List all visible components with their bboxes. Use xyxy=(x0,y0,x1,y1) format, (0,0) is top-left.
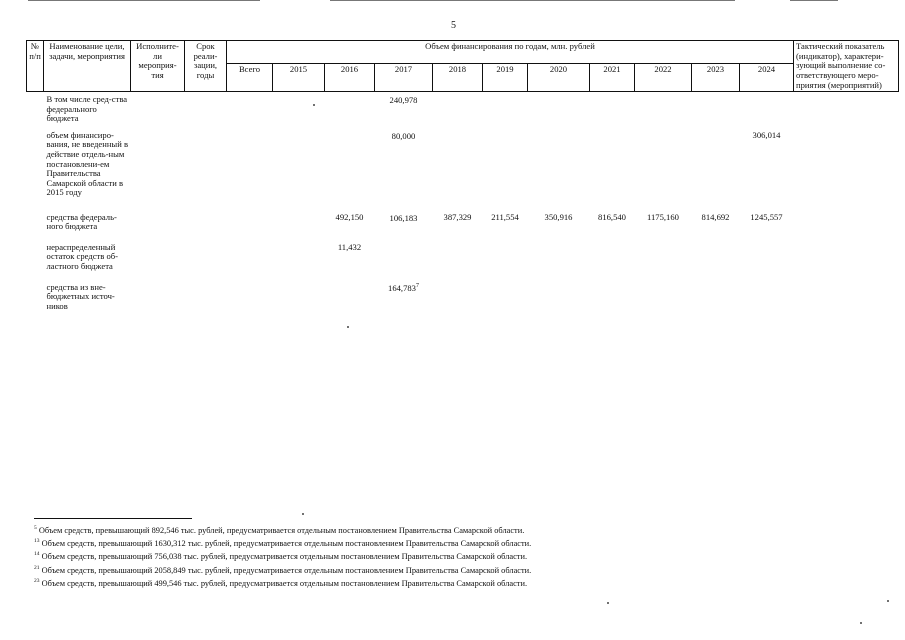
cell-total xyxy=(227,280,273,316)
cell-value: 814,692 xyxy=(701,211,730,222)
cell-y2015 xyxy=(273,128,325,210)
cell-y2017 xyxy=(375,240,433,280)
header-year-2020: 2020 xyxy=(528,64,590,92)
cell-y2021 xyxy=(590,92,635,128)
footnote-ref: 7 xyxy=(415,282,419,289)
cell-total xyxy=(227,92,273,128)
footnote-text: Объем средств, превышающий 892,546 тыс. рублей, предусматривается отдельным постановлением Правительства Самарской области. xyxy=(38,525,525,535)
header-year-2019: 2019 xyxy=(483,64,528,92)
cell-y2018 xyxy=(433,240,483,280)
footnote-mark: 23 xyxy=(34,577,40,584)
row-executor xyxy=(131,240,185,280)
row-indicator xyxy=(794,210,899,240)
cell-y2017 xyxy=(375,92,433,128)
row-num xyxy=(27,240,44,280)
cell-y2016 xyxy=(325,128,375,210)
cell-total xyxy=(227,240,273,280)
cell-y2015 xyxy=(273,240,325,280)
row-term xyxy=(185,240,227,280)
footnote-mark: 21 xyxy=(34,564,40,571)
footnote-mark: 14 xyxy=(34,551,40,558)
row-executor xyxy=(131,210,185,240)
cell-y2021 xyxy=(590,210,635,240)
cell-y2016 xyxy=(325,280,375,316)
cell-y2015 xyxy=(273,92,325,128)
header-year-2015: 2015 xyxy=(273,64,325,92)
scan-speck xyxy=(313,104,315,106)
cell-y2024 xyxy=(740,210,794,240)
row-term xyxy=(185,92,227,128)
cell-y2015 xyxy=(273,210,325,240)
row-num xyxy=(27,92,44,128)
cell-value: 1175,160 xyxy=(647,211,679,222)
header-funding-group: Объем финансирования по годам, млн. рублей xyxy=(227,41,794,64)
row-indicator xyxy=(794,92,899,128)
cell-y2018 xyxy=(433,210,483,240)
table-row xyxy=(27,240,899,280)
row-name: средства федераль-ного бюджета xyxy=(46,211,117,232)
cell-y2024 xyxy=(740,280,794,316)
cell-y2019 xyxy=(483,128,528,210)
cell-value: 816,540 xyxy=(598,211,626,222)
header-name: Наименование цели, задачи, мероприятия xyxy=(44,41,131,92)
table-row xyxy=(27,210,899,240)
table-row xyxy=(27,92,899,128)
header-year-2024: 2024 xyxy=(740,64,794,92)
cell-y2022 xyxy=(635,210,692,240)
row-executor xyxy=(131,92,185,128)
header-executor: Исполните-ли мероприя-тия xyxy=(131,41,185,92)
header-year-2021: 2021 xyxy=(590,64,635,92)
cell-y2018 xyxy=(433,280,483,316)
cell-y2019 xyxy=(483,210,528,240)
row-term xyxy=(185,128,227,210)
footnotes xyxy=(34,523,531,589)
budget-table xyxy=(26,40,899,316)
header-num: № п/п xyxy=(27,41,44,92)
row-term xyxy=(185,280,227,316)
row-term xyxy=(185,210,227,240)
cell-y2021 xyxy=(590,240,635,280)
row-indicator xyxy=(794,128,899,210)
row-name: объем финансиро-вания, не введенный в действие отдель-ным постановлени-ем Правительства Самарской области в 2015 году xyxy=(46,129,128,198)
cell-value: 387,329 xyxy=(443,211,472,222)
header-year-2016: 2016 xyxy=(325,64,375,92)
cell-y2021 xyxy=(590,280,635,316)
cell-y2016 xyxy=(325,240,375,280)
row-name: В том числе сред-ства федерального бюджета xyxy=(46,94,128,124)
cell-y2020 xyxy=(528,240,590,280)
row-indicator xyxy=(794,280,899,316)
top-scan-edge-left xyxy=(28,0,260,1)
footnote-mark: 13 xyxy=(34,538,40,545)
cell-y2016 xyxy=(325,92,375,128)
top-scan-edge-middle xyxy=(330,0,735,1)
footnote xyxy=(34,576,531,589)
footnote xyxy=(34,549,531,562)
cell-y2021 xyxy=(590,128,635,210)
cell-y2018 xyxy=(433,128,483,210)
cell-y2022 xyxy=(635,92,692,128)
cell-value: 211,554 xyxy=(491,211,519,222)
table-row xyxy=(27,128,899,210)
cell-y2019 xyxy=(483,240,528,280)
row-num xyxy=(27,280,44,316)
cell-y2022 xyxy=(635,280,692,316)
page-number: 5 xyxy=(451,20,456,31)
cell-y2018 xyxy=(433,92,483,128)
cell-y2022 xyxy=(635,240,692,280)
cell-value: 1245,557 xyxy=(750,211,783,222)
row-num xyxy=(27,210,44,240)
scan-speck xyxy=(347,326,349,328)
cell-value: 164,783 xyxy=(388,282,416,293)
cell-y2017 xyxy=(375,210,433,240)
footnote xyxy=(34,523,531,536)
cell-value: 240,978 xyxy=(389,94,418,105)
cell-y2020 xyxy=(528,280,590,316)
cell-y2020 xyxy=(528,128,590,210)
cell-y2020 xyxy=(528,92,590,128)
cell-value: 306,014 xyxy=(752,129,781,140)
cell-y2023 xyxy=(692,240,740,280)
cell-y2024 xyxy=(740,240,794,280)
cell-value: 106,183 xyxy=(389,212,418,223)
footnote-text: Объем средств, превышающий 2058,849 тыс. рублей, предусматривается отдельным постановлением Правительства Самарской области. xyxy=(41,565,532,575)
cell-y2023 xyxy=(692,210,740,240)
top-scan-edge-right xyxy=(790,0,838,1)
footnote xyxy=(34,536,531,549)
footnote xyxy=(34,563,531,576)
table-row xyxy=(27,280,899,316)
cell-y2023 xyxy=(692,280,740,316)
header-indicator: Тактический показатель (индикатор), характери-зующий выполнение со-ответствующего меро-приятия (мероприятий) xyxy=(794,41,899,92)
cell-y2019 xyxy=(483,92,528,128)
cell-y2016 xyxy=(325,210,375,240)
cell-total xyxy=(227,128,273,210)
cell-y2023 xyxy=(692,92,740,128)
cell-value: 11,432 xyxy=(337,241,362,252)
header-total: Всего xyxy=(227,64,273,92)
header-term: Срок реали-зации, годы xyxy=(185,41,227,92)
scan-speck xyxy=(302,513,304,515)
scan-speck xyxy=(860,622,862,624)
row-name: средства из вне-бюджетных источ-ников xyxy=(46,281,115,311)
row-num xyxy=(27,128,44,210)
cell-y2022 xyxy=(635,128,692,210)
cell-total xyxy=(227,210,273,240)
footnote-text: Объем средств, превышающий 1630,312 тыс. рублей, предусматривается отдельным постановлением Правительства Самарской области. xyxy=(41,539,532,548)
scan-speck xyxy=(607,602,609,604)
cell-y2024 xyxy=(740,92,794,128)
cell-y2020 xyxy=(528,210,590,240)
cell-y2015 xyxy=(273,280,325,316)
header-year-2017: 2017 xyxy=(375,64,433,92)
footnote-mark: 5 xyxy=(34,525,37,531)
scan-speck xyxy=(887,600,889,602)
cell-value: 80,000 xyxy=(391,130,416,141)
cell-value: 492,150 xyxy=(335,211,364,222)
cell-y2017 xyxy=(375,128,433,210)
footnote-text: Объем средств, превышающий 499,546 тыс. рублей, предусматривается отдельным постановлением Правительства Самарской области. xyxy=(41,578,528,588)
cell-y2017 xyxy=(375,280,433,316)
row-executor xyxy=(131,128,185,210)
header-year-2022: 2022 xyxy=(635,64,692,92)
row-name: нераспределенный остаток средств об-ластного бюджета xyxy=(46,241,119,271)
cell-y2019 xyxy=(483,280,528,316)
cell-y2024 xyxy=(740,128,794,210)
row-executor xyxy=(131,280,185,316)
footnote-rule xyxy=(34,518,192,519)
footnote-text: Объем средств, превышающий 756,038 тыс. рублей, предусматривается отдельным постановлением Правительства Самарской области. xyxy=(41,552,528,562)
header-year-2018: 2018 xyxy=(433,64,483,92)
header-year-2023: 2023 xyxy=(692,64,740,92)
row-indicator xyxy=(794,240,899,280)
cell-y2023 xyxy=(692,128,740,210)
cell-value: 350,916 xyxy=(544,211,573,222)
